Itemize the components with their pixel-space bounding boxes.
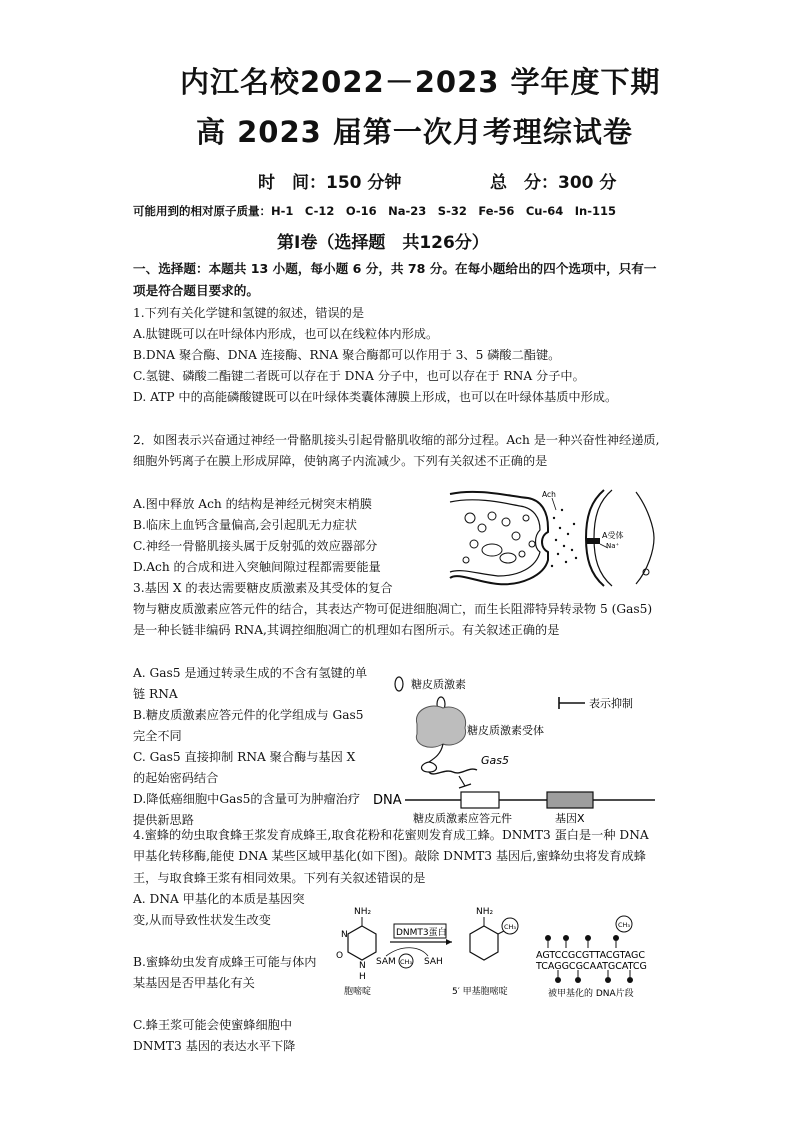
q1-option-d: D. ATP 中的高能磷酸键既可以在叶绿体类囊体薄膜上形成，也可以在叶绿体基质中形成。 — [133, 390, 618, 404]
q4-option-c: C.蜂王浆可能会使蜜蜂细胞中 DNMT3 基因的表达水平下降 — [133, 1018, 296, 1054]
hormone-label: 糖皮质激素 — [411, 678, 466, 691]
sah-label: SAH — [424, 957, 443, 967]
ch3-label-3: CH₃ — [618, 921, 631, 929]
q2-option-c: C.神经一骨骼肌接头属于反射弧的效应器部分 — [133, 539, 378, 553]
dnmt3-label: DNMT3蛋白 — [396, 928, 447, 938]
sodium-label: Na⁺ — [606, 542, 620, 550]
neuromuscular-junction-figure — [448, 488, 666, 588]
dna-label: DNA — [373, 793, 402, 808]
methylcytosine-label: 5′ 甲基胞嘧啶 — [452, 987, 508, 997]
exam-total-score: 总 分：300 分 — [490, 173, 617, 193]
q1-option-a: A.肽键既可以在叶绿体内形成，也可以在线粒体内形成。 — [133, 327, 439, 341]
q3-option-a: A. Gas5 是通过转录生成的不含有氢键的单链 RNA — [133, 666, 368, 702]
response-element-label: 糖皮质激素应答元件 — [413, 812, 512, 824]
dna-sequence-top: AGTCCGCGTTACGTAGC — [536, 950, 645, 961]
gene-x-label: 基因X — [555, 812, 585, 824]
q4-stem: 4.蜜蜂的幼虫取食蜂王浆发育成蜂王,取食花粉和花蜜则发育成工蜂。DNMT3 蛋白是一种 DNA 甲基化转移酶,能使 DNA 某些区域甲基化(如下图)。敲除 DNMT3 基因后,蜜蜂幼虫将发育成蜂王，与取食蜂王浆有相同效果。下列有关叙述错误的是 — [133, 828, 649, 885]
q3-option-b: B.糖皮质激素应答元件的化学组成与 Gas5 完全不同 — [133, 708, 364, 744]
methylated-fragment-label: 被甲基化的 DNA片段 — [548, 989, 634, 999]
inhibit-legend: 表示抑制 — [589, 697, 633, 710]
q4-option-a: A. DNA 甲基化的本质是基因突变,从而导致性状发生改变 — [133, 892, 305, 928]
n-atom-label: N — [341, 930, 348, 940]
cytosine-label: 胞嘧啶 — [344, 987, 372, 997]
o-atom-label: O — [336, 951, 344, 961]
receptor-label: A受体 — [602, 531, 624, 540]
q2-option-a: A.图中释放 Ach 的结构是神经元树突末梢膜 — [133, 497, 372, 511]
exam-title-line1: 内江名校2022－2023 学年度下期 — [180, 65, 661, 99]
gas5-mechanism-figure — [373, 672, 663, 824]
gas5-label: Gas5 — [481, 754, 509, 767]
receptor-label: 糖皮质激素受体 — [467, 724, 544, 737]
exam-time: 时 间：150 分钟 — [258, 173, 402, 193]
q3-option-d: D.降低癌细胞中Gas5的含量可为肿瘤治疗提供新思路 — [133, 792, 361, 828]
h-atom-label: H — [359, 972, 366, 982]
nh2-label: NH₂ — [354, 907, 372, 917]
ch3-label: CH₃ — [400, 958, 413, 966]
dna-sequence-bottom: TCAGGCGCAATGCATCG — [536, 961, 647, 972]
q2-option-b: B.临床上血钙含量偏高,会引起肌无力症状 — [133, 518, 357, 532]
relative-atomic-masses: 可能用到的相对原子质量：H-1 C-12 O-16 Na-23 S-32 Fe-56 Cu-64 In-115 — [133, 204, 616, 218]
section-instructions: 一、选择题：本题共 13 小题，每小题 6 分，共 78 分。在每小题给出的四个选项中，只有一项是符合题目要求的。 — [133, 261, 657, 298]
q3-stem-line1: 3.基因 X 的表达需要糖皮质激素及其受体的复合 — [133, 581, 393, 595]
q4-option-b: B.蜜蜂幼虫发育成蜂王可能与体内某基因是否甲基化有关 — [133, 955, 317, 991]
exam-title-line2: 高 2023 届第一次月考理综试卷 — [196, 115, 633, 149]
q2-option-d: D.Ach 的合成和进入突触间隙过程都需要能量 — [133, 560, 381, 574]
q1-option-c: C.氢键、磷酸二酯键二者既可以存在于 DNA 分子中，也可以存在于 RNA 分子中。 — [133, 369, 585, 383]
dna-methylation-figure — [332, 904, 662, 1004]
q3-stem-rest: 物与糖皮质激素应答元件的结合，其表达产物可促进细胞凋亡，而生长阻滞特异转录物 5 (Gas5) 是一种长链非编码 RNA,其调控细胞凋亡的机理如右图所示。有关叙述正确的是 — [133, 602, 653, 638]
sam-label: SAM — [376, 957, 396, 967]
q2-stem: 2．如图表示兴奋通过神经一骨骼肌接头引起骨骼肌收缩的部分过程。Ach 是一种兴奋性神经递质,细胞外钙离子在膜上形成屏障，使钠离子内流减少。下列有关叙述不正确的是 — [133, 433, 660, 469]
q1-stem: 1.下列有关化学键和氢键的叙述，错误的是 — [133, 306, 365, 320]
section-title: 第Ⅰ卷（选择题 共126分） — [277, 233, 489, 253]
nh2-label-2: NH₂ — [476, 907, 494, 917]
q3-option-c: C. Gas5 直接抑制 RNA 聚合酶与基因 X 的起始密码结合 — [133, 750, 356, 786]
ach-label: Ach — [542, 490, 556, 499]
q1-option-b: B.DNA 聚合酶、DNA 连接酶、RNA 聚合酶都可以作用于 3、5 磷酸二酯键。 — [133, 348, 561, 362]
n-atom-label-2: N — [359, 961, 366, 971]
ch3-label-2: CH₃ — [504, 923, 517, 931]
